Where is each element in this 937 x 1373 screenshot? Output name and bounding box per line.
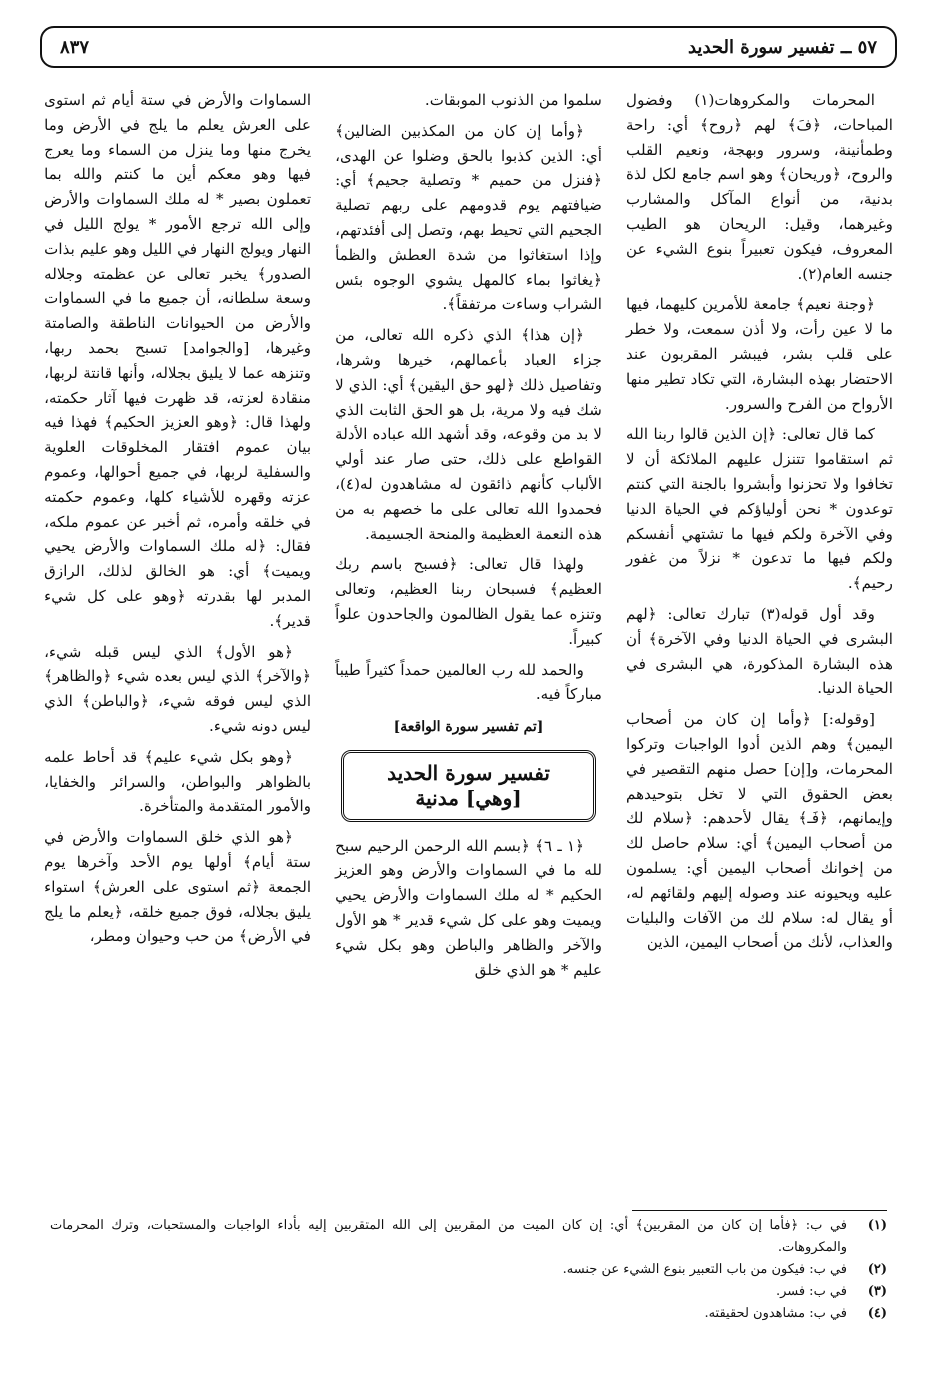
footnote-text: في ب: فسر.	[775, 1284, 847, 1299]
column-right	[614, 88, 905, 1198]
paragraph: والحمد لله رب العالمين حمداً كثيراً طيباً مباركاً فيه.	[335, 660, 603, 704]
paragraph: ولهذا قال تعالى: ﴿فسبح باسم ربك العظيم﴾ فسبحان ربنا العظيم، وتعالى وتنزه عما يقول الظالمون والجاحدون علواً كبيراً.	[335, 555, 603, 648]
footnote-number: (١)	[867, 1218, 887, 1233]
paragraph: وقد أول قوله(٣) تبارك تعالى: ﴿لهم البشرى في الحياة الدنيا وفي الآخرة﴾ أن هذه البشارة المذكورة، هي البشرى في الحياة الدنيا.	[626, 604, 893, 698]
footnote-text: في ب: فيكون من باب التعبير بنوع الشيء عن جنسه.	[562, 1262, 847, 1277]
footnote	[50, 1281, 887, 1303]
running-header	[40, 26, 897, 68]
footnote	[50, 1303, 887, 1325]
paragraph: سلموا من الذنوب الموبقات.	[424, 91, 603, 109]
column-left	[32, 88, 323, 1198]
footnote-text: في ب: مشاهدون لحقيقته.	[704, 1306, 847, 1321]
paragraph: ﴿وأما إن كان من المكذبين الضالين﴾ أي: الذين كذبوا بالحق وضلوا عن الهدى، ﴿فنزل من حميم * وتصلية جحيم﴾ أي: ضيافتهم يوم قدومهم على ربهم تصلية الجحيم التي تحيط بهم، وتصل إلى أفئدتهم، وإذا استغاثوا من شدة العطش والظمأ ﴿يغاثوا بماء كالمهل يشوي الوجوه بئس الشراب وساءت مرتفقاً﴾.	[335, 121, 603, 314]
text-columns	[32, 88, 905, 1198]
footnote	[50, 1259, 887, 1281]
footnote-number: (٤)	[867, 1306, 887, 1321]
paragraph: كما قال تعالى: ﴿إن الذين قالوا ربنا الله ثم استقاموا تتنزل عليهم الملائكة أن لا تخافوا ولا تحزنوا وأبشروا بالجنة التي كنتم توعدون * نحن أولياؤكم في الحياة الدنيا وفي الآخرة ولكم فيها ما تشتهي أنفسكم ولكم فيها ما تدعون * نزلاً من غفور رحيم﴾.	[626, 425, 893, 593]
footnote-text: في ب: ﴿فأما إن كان من المقربين﴾ أي: إن كان الميت من المقربين إلى الله المتقربين إليه بأداء الواجبات والمستحبات، وترك المحرمات والمكروهات.	[50, 1218, 847, 1255]
footnote-number: (٢)	[867, 1262, 887, 1277]
header-title: ٥٧ ــ تفسير سورة الحديد	[687, 36, 877, 58]
surah-closing-note: [تم تفسير سورة الواقعة]	[393, 719, 544, 736]
paragraph: المحرمات والمكروهات(١) وفضول المباحات، ﴿فَ﴾ لهم ﴿روح﴾ أي: راحة وطمأنينة، وسرور وبهجة، ونعيم القلب والروح، ﴿وريحان﴾ وهو اسم جامع لكل لذة بدنية، من أنواع المآكل والمشارب وغيرهما، وقيل: الريحان هو الطيب المعروف، فيكون تعبيراً بنوع الشيء عن جنسه العام(٢).	[626, 91, 893, 283]
surah-title-box	[341, 750, 596, 822]
paragraph: ﴿هو الذي خلق السماوات والأرض في ستة أيام﴾ أولها يوم الأحد وآخرها يوم الجمعة ﴿ثم استوى على العرش﴾ استواء يليق بجلاله، فوق جميع خلقه، ﴿يعلم ما يلج في الأرض﴾ من حب وحيوان ومطر،	[44, 828, 312, 946]
footnote	[50, 1215, 887, 1259]
paragraph: ﴿هو الأول﴾ الذي ليس قبله شيء، ﴿والآخر﴾ الذي ليس بعده شيء ﴿والظاهر﴾ الذي ليس فوقه شيء، ﴿والباطن﴾ الذي ليس دونه شيء.	[44, 642, 312, 735]
paragraph: ﴿وجنة نعيم﴾ جامعة للأمرين كليهما، فيها ما لا عين رأت، ولا أذن سمعت، ولا خطر على قلب بشر، فيبشر المقربون عند الاحتضار بهذه البشارة، التي تكاد تطير منها الأرواح من الفرح والسرور.	[626, 295, 893, 413]
surah-type: [وهي] مدنية	[415, 785, 522, 810]
footnotes	[50, 1215, 887, 1325]
paragraph: ﴿وهو بكل شيء عليم﴾ قد أحاط علمه بالظواهر والبواطن، والسرائر والخفايا، والأمور المتقدمة والمتأخرة.	[44, 747, 312, 816]
paragraph: السماوات والأرض في ستة أيام ثم استوى على العرش يعلم ما يلج في الأرض وما يخرج منها وما ينزل من السماء وما يعرج فيها وهو معكم أين ما كنتم والله بما تعملون بصير * له ملك السماوات والأرض وإلى الله ترجع الأمور * يولج الليل في النهار ويولج النهار في الليل وهو عليم بذات الصدور﴾ يخبر تعالى عن عظمته وجلاله وسعة سلطانه، أن جميع ما في السماوات والأرض من الحيوانات الناطقة والصامتة وغيرها، [والجوامد] تسبح بحمد ربها، وتنزهه عما لا يليق بجلاله، وأنها قانتة لربها، منقادة لعزته، قد ظهرت فيها آثار حكمته، ولهذا قال: ﴿وهو العزيز الحكيم﴾ فهذا فيه بيان عموم افتقار المخلوقات العلوية والسفلية لربها، في جميع أحوالها، وعموم عزته وقهره للأشياء كلها، وعموم حكمته في خلقه وأمره، ثم أخبر عن عموم ملكه، فقال: ﴿له ملك السماوات والأرض يحيي ويميت﴾ أي: هو الخالق لذلك، الرازق المدبر لها بقدرته ﴿وهو على كل شيء قدير﴾.	[44, 91, 312, 630]
page-number: ٨٣٧	[60, 36, 90, 58]
column-middle	[323, 88, 614, 1198]
paragraph: ﴿إن هذا﴾ الذي ذكره الله تعالى، من جزاء العباد بأعمالهم، خيرها وشرها، وتفاصيل ذلك ﴿لهو حق اليقين﴾ أي: الذي لا شك فيه ولا مرية، بل هو الحق الثابت الذي لا بد من وقوعه، وقد أشهد الله عباده الأدلة القواطع على ذلك، حتى صار عند أولي الألباب كأنهم ذائقون له مشاهدون له(٤)، فحمدوا الله تعالى على ما خصهم به من هذه النعمة العظيمة والمنحة الجسيمة.	[335, 326, 603, 543]
paragraph: [وقوله:] ﴿وأما إن كان من أصحاب اليمين﴾ وهم الذين أدوا الواجبات وتركوا المحرمات، و[إن] حصل منهم التقصير في بعض الحقوق التي لا تخل بتوحيدهم وإيمانهم، ﴿فَـ﴾ يقال لأحدهم: ﴿سلام لك من أصحاب اليمين﴾ أي: سلام حاصل لك من إخوانك أصحاب اليمين أي: يسلمون عليه ويحيونه عند وصوله إليهم ولقائهم له، أو يقال له: سلام لك من الآفات والبليات والعذاب، لأنك من أصحاب اليمين، الذين	[626, 710, 893, 952]
footnote-number: (٣)	[867, 1284, 887, 1299]
paragraph: ﴿١ ـ ٦﴾ ﴿بسم الله الرحمن الرحيم سبح لله ما في السماوات والأرض وهو العزيز الحكيم * له ملك السماوات والأرض يحيي ويميت وهو على كل شيء قدير * هو الأول والآخر والظاهر والباطن وهو بكل شيء عليم * هو الذي خلق	[335, 836, 603, 979]
surah-title: تفسير سورة الحديد	[387, 760, 550, 785]
footnote-separator	[632, 1210, 887, 1211]
